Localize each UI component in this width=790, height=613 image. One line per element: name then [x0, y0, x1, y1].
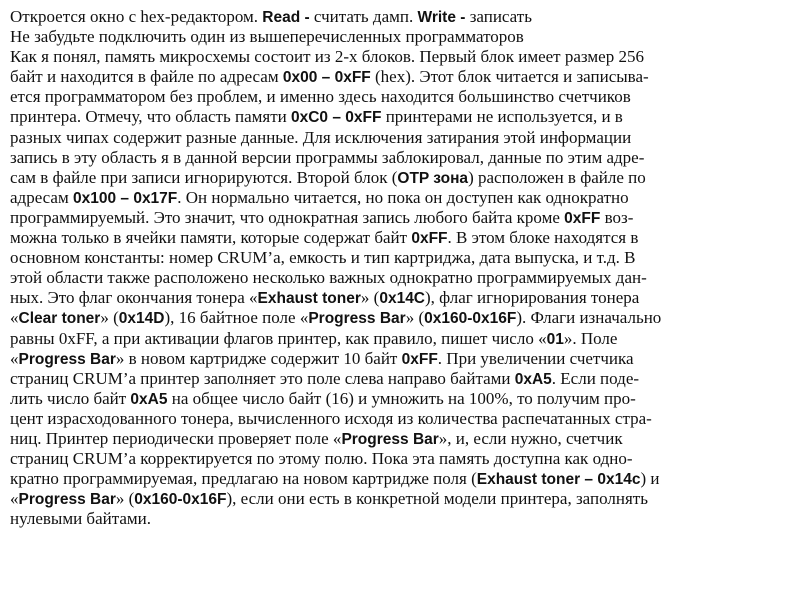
text-run: лить число байт: [10, 388, 131, 408]
text-run: программируемый. Это значит, что однократная запись любого байта кроме: [10, 207, 565, 227]
bold-term: 0xA5: [130, 390, 168, 408]
bold-term: 0xFF: [401, 350, 438, 368]
text-run: «: [10, 489, 19, 509]
text-line: [10, 87, 786, 107]
text-run: разных чипах содержит разные данные. Для исключения затирания этой информации: [10, 127, 632, 147]
bold-term: 01: [546, 330, 564, 348]
text-run: страниц CRUM’а принтер заполняет это поле слева направо байтами: [10, 368, 515, 388]
bold-term: 0x00 – 0xFF: [282, 69, 371, 87]
text-line: [10, 369, 786, 389]
text-run: ) расположен в файле по: [468, 167, 646, 187]
text-line: [10, 409, 786, 429]
text-run: ), если они есть в конкретной модели принтера, заполнять: [226, 489, 648, 509]
text-run: «: [10, 308, 19, 328]
text-line: [10, 268, 786, 288]
text-run: . Если поде-: [551, 368, 640, 388]
bold-term: 0x14C: [379, 290, 426, 308]
text-run: . При увеличении счетчика: [437, 348, 634, 368]
text-run: нулевыми байтами.: [10, 509, 152, 529]
text-run: считать дамп.: [309, 7, 418, 26]
bold-term: Exhaust toner – 0x14c: [476, 471, 641, 489]
text-line: [10, 489, 786, 509]
text-line: [10, 148, 786, 168]
text-line: [10, 107, 786, 127]
bold-term: 0x14D: [118, 310, 165, 328]
text-run: кратно программируемая, предлагаю на новом картридже поля (: [10, 469, 477, 489]
bold-term: 0xFF: [411, 230, 448, 248]
bold-term: 0x160-0x16F: [134, 491, 227, 509]
bold-term: 0xFF: [564, 209, 601, 227]
text-run: цент израсходованного тонера, вычисленного исходя из количества распечатанных стра-: [10, 408, 652, 428]
text-line: [10, 67, 786, 87]
text-line: [10, 509, 786, 529]
text-run: равны 0xFF, а при активации флагов принтер, как правило, пишет число «: [10, 328, 547, 348]
text-run: основном константы: номер CRUM’а, емкость и тип картриджа, дата выпуска, и т.д. В: [10, 248, 636, 268]
text-line: [10, 188, 786, 208]
bold-term: Progress Bar: [18, 491, 116, 509]
text-run: ), 16 байтное поле «: [164, 308, 309, 328]
text-run: принтерами не используется, и в: [381, 107, 623, 127]
text-run: можна только в ячейки памяти, которые содержат байт: [10, 228, 412, 248]
bold-term: Write -: [417, 9, 466, 26]
text-run: сам в файле при записи игнорируются. Второй блок (: [10, 167, 398, 187]
bold-term: Progress Bar: [341, 430, 439, 448]
text-run: записать: [465, 7, 532, 26]
text-line: [10, 329, 786, 349]
text-run: «: [10, 348, 19, 368]
text-run: байт и находится в файле по адресам: [10, 67, 283, 87]
bold-term: Read -: [262, 9, 310, 26]
text-run: Как я понял, память микросхемы состоит из 2-х блоков. Первый блок имеет размер 256: [10, 47, 644, 67]
bold-term: 0xA5: [514, 370, 552, 388]
text-line: [10, 228, 786, 248]
text-run: ных. Это флаг окончания тонера «: [10, 288, 258, 308]
text-line: [10, 349, 786, 369]
text-run: ». Поле: [563, 328, 618, 348]
text-run: ), флаг игнорирования тонера: [425, 288, 640, 308]
bold-term: Exhaust toner: [257, 290, 361, 308]
text-line: [10, 389, 786, 409]
text-run: ется программатором без проблем, и именно здесь находится большинство счетчиков: [10, 87, 631, 107]
text-run: на общее число байт (16) и умножить на 100%, то получим про-: [167, 388, 636, 408]
bold-term: 0xC0 – 0xFF: [290, 109, 382, 127]
text-run: » (: [100, 308, 119, 328]
text-run: принтера. Отмечу, что область памяти: [10, 107, 291, 127]
text-run: » (: [115, 489, 135, 509]
bold-term: Progress Bar: [308, 310, 406, 328]
bold-term: 0x100 – 0x17F: [72, 189, 178, 207]
text-run: », и, если нужно, счетчик: [438, 428, 623, 448]
text-run: Откроется окно с hex-редактором.: [10, 7, 263, 26]
bold-term: Progress Bar: [18, 350, 116, 368]
text-line: [10, 168, 786, 188]
text-run: ниц. Принтер периодически проверяет поле «: [10, 428, 342, 448]
text-line: [10, 288, 786, 308]
text-line: [10, 248, 786, 268]
text-run: страниц CRUM’а корректируется по этому полю. Пока эта память доступна как одно-: [10, 449, 633, 469]
text-line: [10, 7, 786, 27]
text-run: . В этом блоке находятся в: [447, 228, 639, 248]
text-line: [10, 449, 786, 469]
text-run: » в новом картридже содержит 10 байт: [115, 348, 402, 368]
text-run: ) и: [640, 469, 660, 489]
text-run: воз-: [600, 207, 634, 227]
text-run: этой области также расположено несколько важных однократно программируемых дан-: [10, 268, 647, 288]
text-run: ). Флаги изначально: [516, 308, 662, 328]
text-run: . Он нормально читается, но пока он доступен как однократно: [177, 187, 629, 207]
bold-term: Clear toner: [18, 310, 101, 328]
text-line: [10, 429, 786, 449]
text-run: Не забудьте подключить один из вышеперечисленных программаторов: [10, 27, 524, 47]
text-line: [10, 47, 786, 67]
text-line: [10, 308, 786, 328]
bold-term: OTP зона: [397, 169, 469, 187]
text-line: [10, 208, 786, 228]
bold-term: 0x160-0x16F: [424, 310, 517, 328]
text-run: (hex). Этот блок читается и записыва-: [370, 67, 649, 87]
text-run: » (: [405, 308, 425, 328]
document-body: [10, 7, 786, 529]
text-line: [10, 128, 786, 148]
text-run: адресам: [10, 187, 73, 207]
text-run: запись в эту область я в данной версии программы заблокировал, данные по этим адре-: [10, 147, 645, 167]
text-line: [10, 469, 786, 489]
text-line: [10, 27, 786, 47]
text-run: » (: [360, 288, 380, 308]
